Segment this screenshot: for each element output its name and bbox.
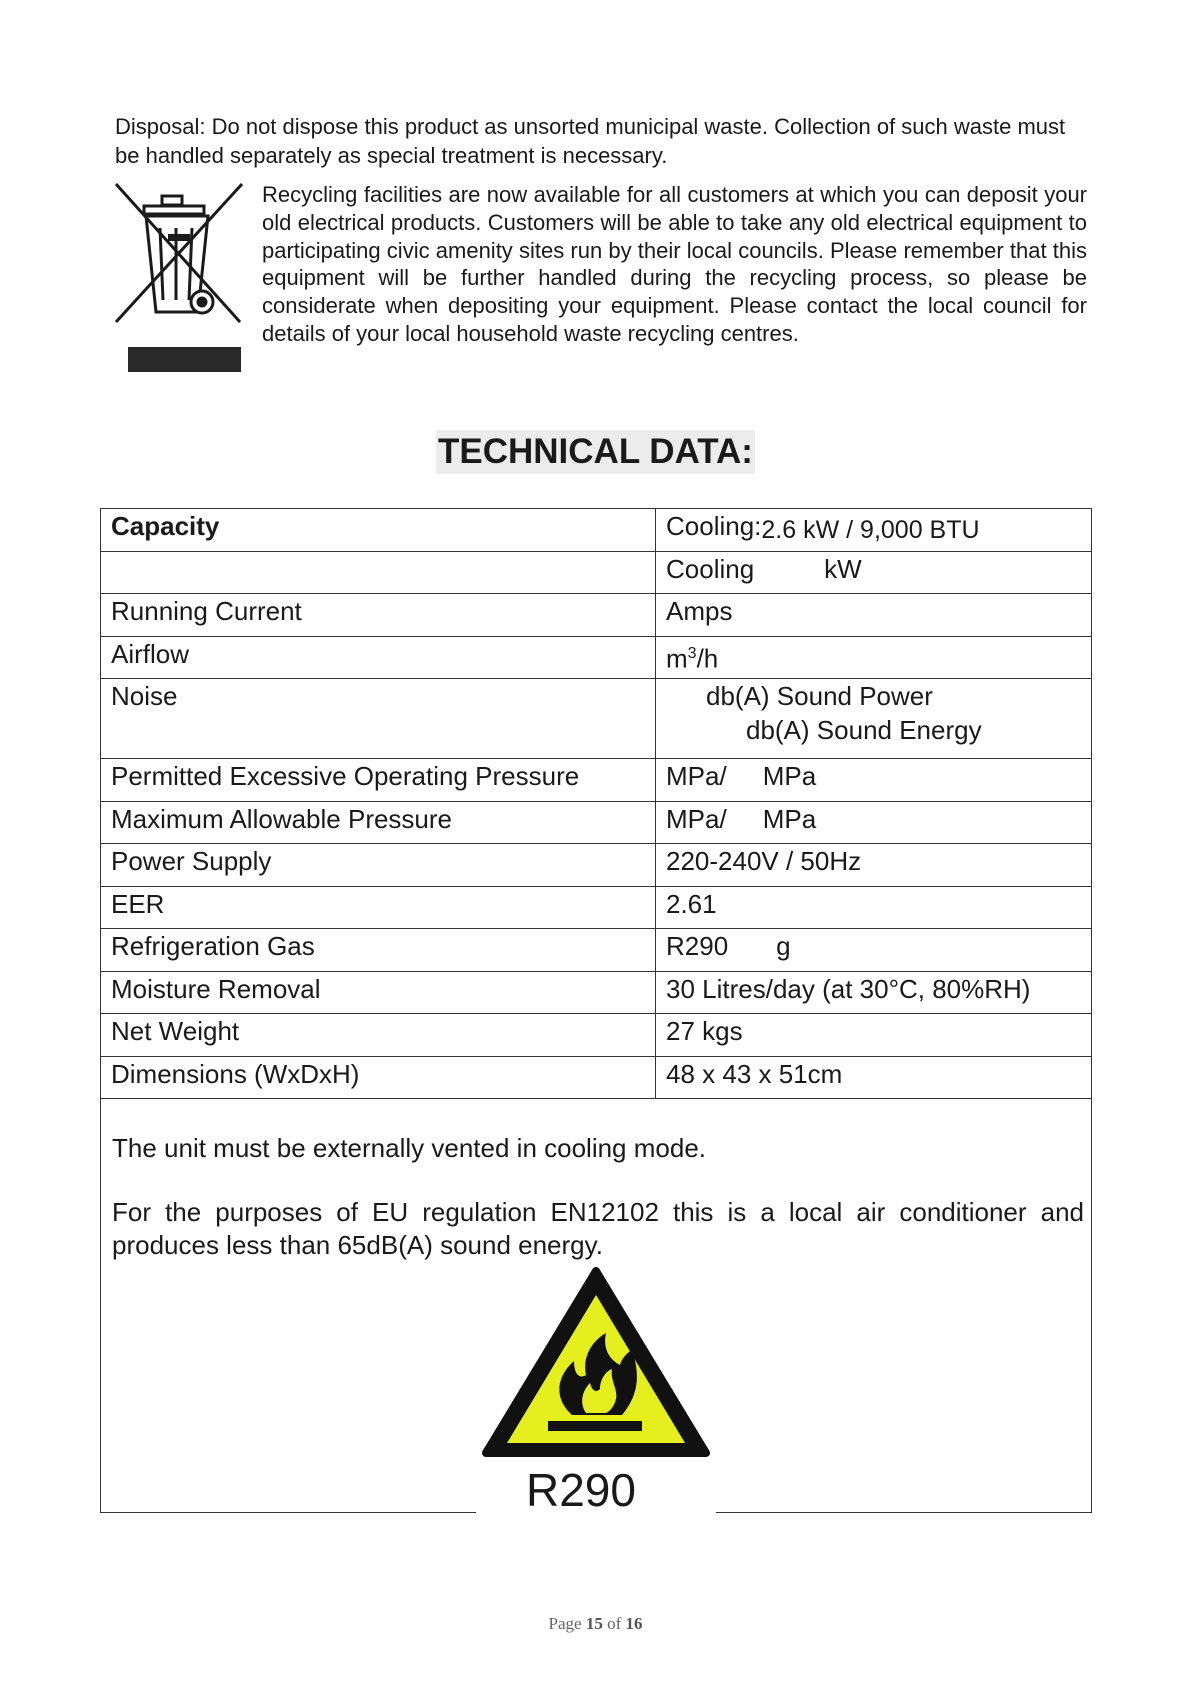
- technical-data-table: [100, 508, 1092, 1099]
- table-row: [101, 929, 1092, 972]
- table-row: [101, 844, 1092, 887]
- page-word: Page: [548, 1614, 582, 1633]
- of-word: of: [607, 1614, 622, 1633]
- page-number: 15: [585, 1614, 603, 1633]
- table-row: [101, 679, 1092, 759]
- running-current-unit: Amps: [656, 594, 1092, 637]
- airflow-label: Airflow: [101, 636, 656, 679]
- permitted-pressure-unit-low: MPa/: [666, 761, 727, 791]
- dimensions-label: Dimensions (WxDxH): [101, 1056, 656, 1099]
- power-supply-value: 220-240V / 50Hz: [656, 844, 1092, 887]
- noise-power: db(A) Sound Power: [706, 681, 933, 711]
- noise-value: [656, 679, 1092, 759]
- airflow-unit-tail: /h: [696, 643, 719, 674]
- eer-label: EER: [101, 886, 656, 929]
- airflow-unit: [656, 636, 1092, 679]
- capacity-prefix: Cooling:: [666, 511, 762, 541]
- noise-label: Noise: [101, 679, 656, 759]
- table-row: [101, 509, 1092, 552]
- running-current-label: Running Current: [101, 594, 656, 637]
- weight-value: 27 kgs: [656, 1014, 1092, 1057]
- table-row: [101, 1014, 1092, 1057]
- gas-label: Refrigeration Gas: [101, 929, 656, 972]
- table-row: [101, 971, 1092, 1014]
- table-row: [101, 1056, 1092, 1099]
- max-pressure-unit-low: MPa/: [666, 803, 727, 834]
- permitted-pressure-label: Permitted Excessive Operating Pressure: [101, 759, 656, 802]
- disposal-text: Disposal: Do not dispose this product as unsorted municipal waste. Collection of such waste must be handled separately as special treatment is necessary.: [115, 114, 1066, 168]
- total-pages: 16: [625, 1614, 643, 1633]
- permitted-pressure-unit-high: MPa: [762, 761, 817, 791]
- page-footer: [0, 1614, 1191, 1634]
- max-pressure-value: [656, 801, 1092, 844]
- table-row: [101, 886, 1092, 929]
- notes-box-bottom-border: [100, 1512, 476, 1513]
- blank-label: [101, 551, 656, 594]
- table-row: [101, 594, 1092, 637]
- moisture-label: Moisture Removal: [101, 971, 656, 1014]
- eer-value: 2.61: [656, 886, 1092, 929]
- flammable-warning-icon: [482, 1265, 710, 1461]
- table-row: [101, 801, 1092, 844]
- dimensions-value: 48 x 43 x 51cm: [656, 1056, 1092, 1099]
- permitted-pressure-value: [656, 759, 1092, 802]
- table-row: [101, 759, 1092, 802]
- eu-regulation-note: For the purposes of EU regulation EN12102 this is a local air conditioner and produces less than 65dB(A) sound energy.: [112, 1197, 1084, 1260]
- venting-note: The unit must be externally vented in cooling mode.: [112, 1133, 707, 1163]
- cooling-value: [656, 551, 1092, 594]
- cooling-label: Cooling: [666, 553, 755, 584]
- cooling-unit: kW: [824, 553, 862, 584]
- noise-energy: db(A) Sound Energy: [746, 715, 982, 745]
- capacity-label: Capacity: [101, 509, 656, 552]
- gas-type: R290: [666, 931, 729, 961]
- max-pressure-unit-high: MPa: [762, 803, 817, 834]
- r290-label: R290: [526, 1464, 636, 1516]
- max-pressure-label: Maximum Allowable Pressure: [101, 801, 656, 844]
- crossed-bin-icon: [112, 182, 247, 372]
- technical-data-heading: TECHNICAL DATA:: [436, 430, 755, 474]
- capacity-figure: 2.6 kW / 9,000 BTU: [761, 516, 980, 544]
- table-row: [101, 551, 1092, 594]
- airflow-unit-exponent: 3: [687, 644, 697, 662]
- recycling-text: Recycling facilities are now available for all customers at which you can deposit your old electrical products. Customers will be able to take any old electrical equipment to participating civic amenity sites run by their local councils. Please remember that this equipment will be further handled during the recycling process, so please be considerate when depositing your equipment. Please contact the local council for details of your local household waste recycling centres.: [262, 182, 1087, 346]
- gas-unit: g: [776, 931, 791, 961]
- capacity-value: [656, 509, 1092, 552]
- airflow-unit-base: m: [666, 643, 688, 674]
- power-supply-label: Power Supply: [101, 844, 656, 887]
- weight-label: Net Weight: [101, 1014, 656, 1057]
- moisture-value: 30 Litres/day (at 30°C, 80%RH): [656, 971, 1092, 1014]
- gas-value: [656, 929, 1092, 972]
- table-row: [101, 636, 1092, 679]
- notes-box-bottom-border: [716, 1512, 1092, 1513]
